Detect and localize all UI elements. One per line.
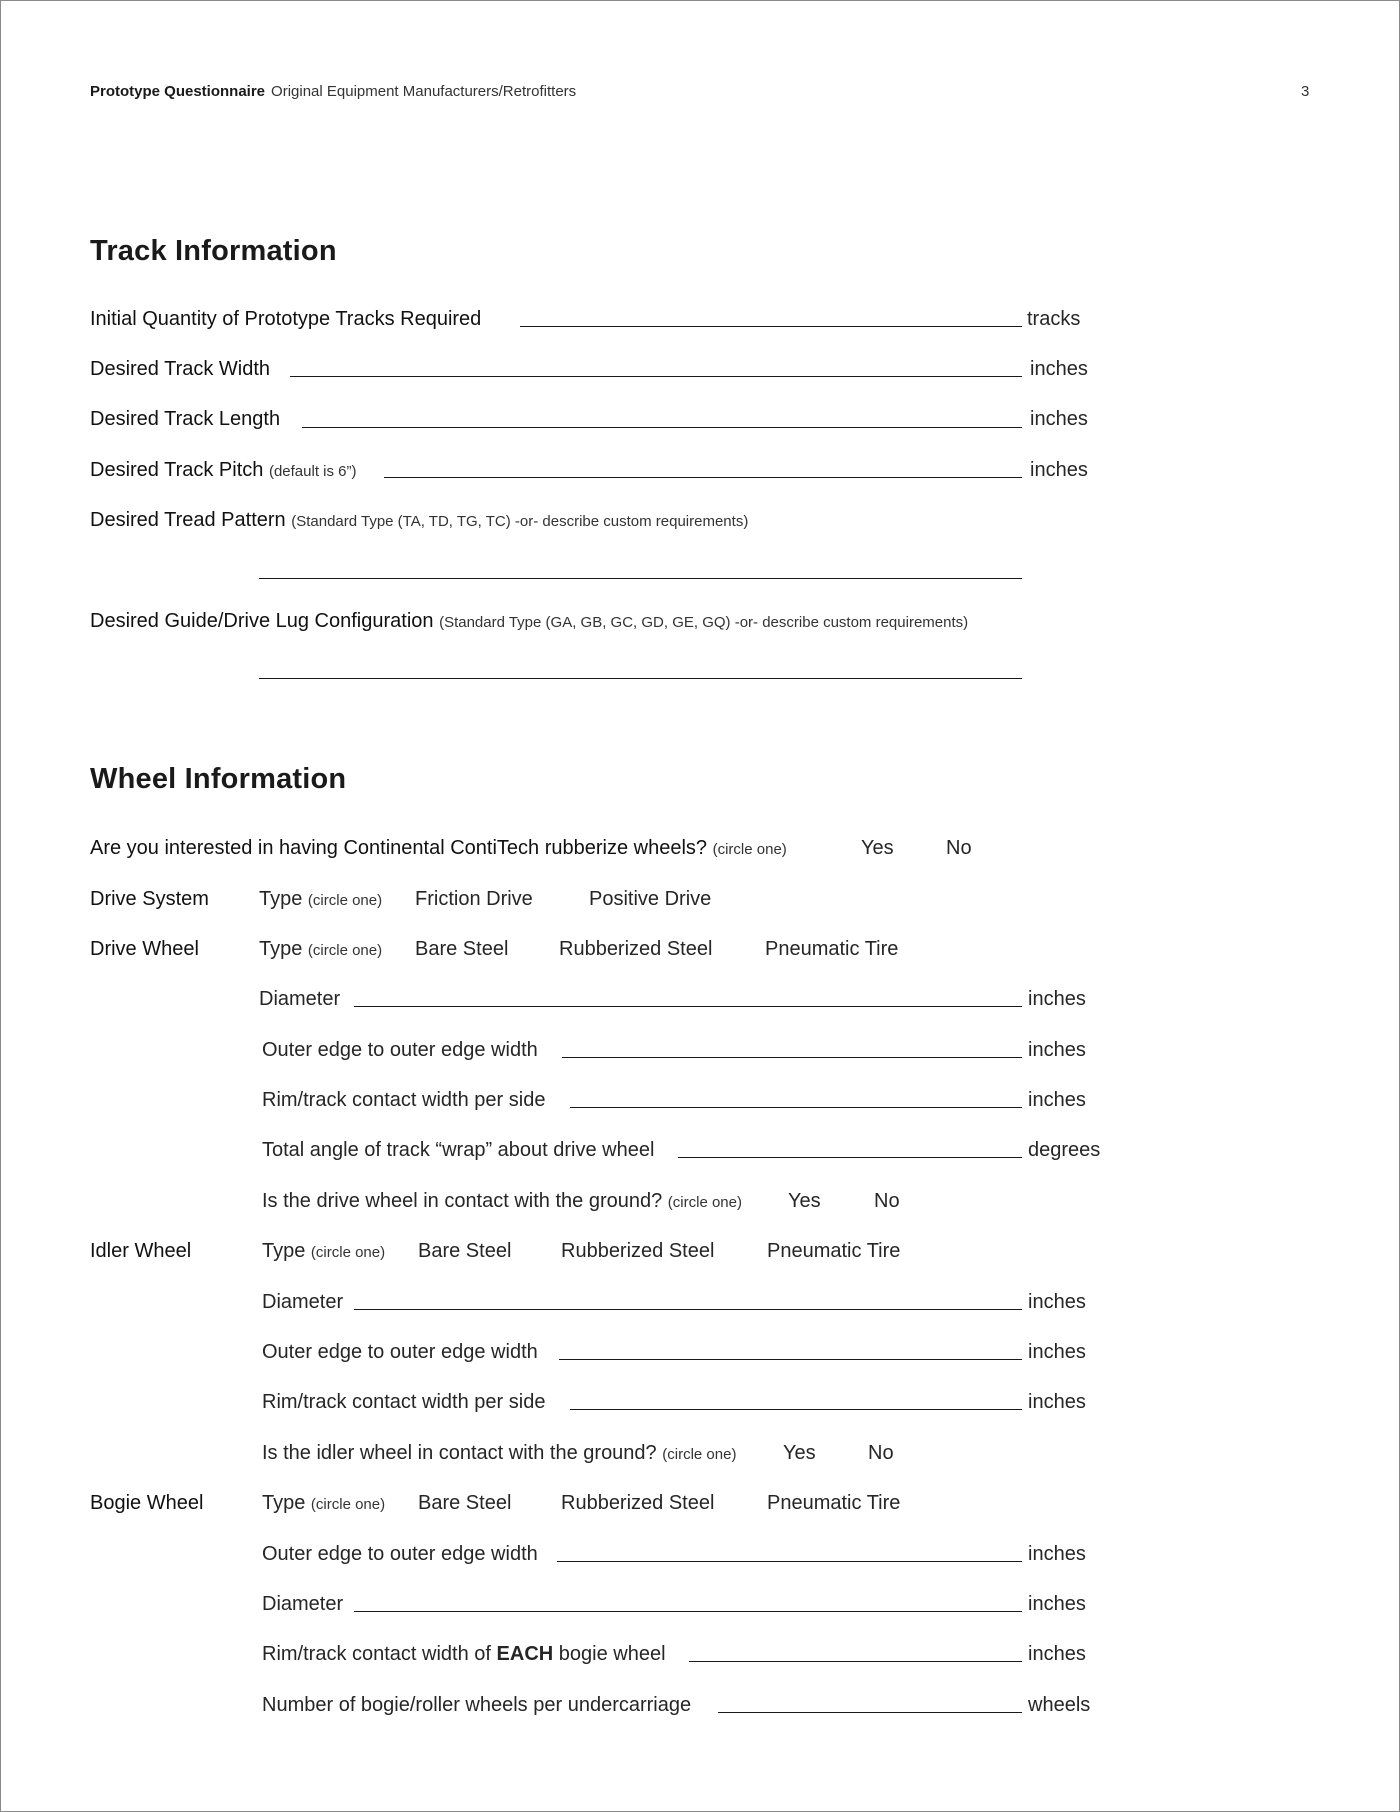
idler-wheel-ground-yes-option[interactable]: Yes (783, 1442, 816, 1464)
lug-config-field[interactable] (259, 678, 1022, 679)
lug-config-note: (Standard Type (GA, GB, GC, GD, GE, GQ) -or- describe custom requirements) (439, 614, 969, 631)
track-width-unit: inches (1030, 358, 1088, 380)
drive-wheel-ground-question-text: Is the drive wheel in contact with the ground? (262, 1190, 663, 1212)
idler-wheel-outer-width-unit: inches (1028, 1341, 1086, 1363)
bogie-wheel-diameter-unit: inches (1028, 1593, 1086, 1615)
track-quantity-label: Initial Quantity of Prototype Tracks Required (90, 308, 482, 330)
drive-wheel-label: Drive Wheel (90, 938, 199, 960)
bogie-wheel-outer-width-field[interactable] (557, 1561, 1022, 1562)
bogie-wheel-diameter-field[interactable] (354, 1611, 1022, 1612)
drive-wheel-outer-width-unit: inches (1028, 1039, 1086, 1061)
idler-wheel-contact-width-field[interactable] (570, 1409, 1022, 1410)
bogie-wheel-contact-width-unit: inches (1028, 1643, 1086, 1665)
drive-wheel-type-label: Type (259, 938, 303, 960)
idler-wheel-option-pneumatic-tire[interactable]: Pneumatic Tire (767, 1240, 901, 1262)
drive-wheel-wrap-angle-label: Total angle of track “wrap” about drive wheel (262, 1139, 655, 1161)
idler-wheel-diameter-label: Diameter (262, 1291, 344, 1313)
drive-wheel-outer-width-label: Outer edge to outer edge width (262, 1039, 538, 1061)
drive-system-option-friction[interactable]: Friction Drive (415, 888, 533, 910)
drive-wheel-contact-width-field[interactable] (570, 1107, 1022, 1108)
bogie-wheel-type-note: (circle one) (310, 1496, 386, 1513)
track-width-field[interactable] (290, 376, 1022, 377)
track-section-title: Track Information (90, 235, 337, 267)
drive-wheel-wrap-angle-field[interactable] (678, 1157, 1022, 1158)
idler-wheel-contact-width-label: Rim/track contact width per side (262, 1391, 546, 1413)
drive-wheel-ground-note: (circle one) (667, 1194, 742, 1211)
idler-wheel-label: Idler Wheel (90, 1240, 192, 1262)
drive-wheel-contact-width-unit: inches (1028, 1089, 1086, 1111)
bogie-wheel-count-field[interactable] (718, 1712, 1022, 1713)
idler-wheel-diameter-unit: inches (1028, 1291, 1086, 1313)
track-pitch-note: (default is 6”) (268, 463, 357, 480)
tread-pattern-note: (Standard Type (TA, TD, TG, TC) -or- describe custom requirements) (291, 513, 749, 530)
track-width-label: Desired Track Width (90, 358, 271, 380)
tread-pattern-label-text: Desired Tread Pattern (90, 509, 286, 531)
drive-system-type-label: Type (259, 888, 303, 910)
track-pitch-field[interactable] (384, 477, 1022, 478)
page-number: 3 (1301, 83, 1310, 100)
tread-pattern-field[interactable] (259, 578, 1022, 579)
track-pitch-unit: inches (1030, 459, 1088, 481)
bogie-contact-label-post: bogie wheel (558, 1643, 666, 1665)
drive-wheel-option-bare-steel[interactable]: Bare Steel (415, 938, 509, 960)
bogie-wheel-count-unit: wheels (1028, 1694, 1091, 1716)
track-length-unit: inches (1030, 408, 1088, 430)
lug-config-label-text: Desired Guide/Drive Lug Configuration (90, 610, 434, 632)
drive-wheel-type-note: (circle one) (307, 942, 383, 959)
page-header (90, 83, 576, 100)
track-quantity-unit: tracks (1027, 308, 1081, 330)
idler-wheel-type (262, 1240, 385, 1263)
track-pitch-label-text: Desired Track Pitch (90, 459, 264, 481)
drive-wheel-diameter-field[interactable] (354, 1006, 1022, 1007)
rubberize-yes-option[interactable]: Yes (861, 837, 894, 859)
bogie-wheel-outer-width-unit: inches (1028, 1543, 1086, 1565)
drive-wheel-ground-yes-option[interactable]: Yes (788, 1190, 821, 1212)
lug-config-label (90, 610, 968, 633)
bogie-wheel-contact-width-field[interactable] (689, 1661, 1022, 1662)
drive-wheel-ground-no-option[interactable]: No (874, 1190, 900, 1212)
bogie-wheel-diameter-label: Diameter (262, 1593, 344, 1615)
bogie-contact-label-pre: Rim/track contact width of (262, 1643, 491, 1665)
rubberize-question (90, 837, 787, 860)
drive-wheel-contact-width-label: Rim/track contact width per side (262, 1089, 546, 1111)
bogie-wheel-type-label: Type (262, 1492, 306, 1514)
idler-wheel-contact-width-unit: inches (1028, 1391, 1086, 1413)
idler-wheel-outer-width-field[interactable] (559, 1359, 1022, 1360)
drive-wheel-outer-width-field[interactable] (562, 1057, 1022, 1058)
bogie-wheel-option-pneumatic-tire[interactable]: Pneumatic Tire (767, 1492, 901, 1514)
drive-wheel-wrap-angle-unit: degrees (1028, 1139, 1101, 1161)
bogie-wheel-label: Bogie Wheel (90, 1492, 204, 1514)
drive-system-option-positive[interactable]: Positive Drive (589, 888, 712, 910)
idler-wheel-ground-note: (circle one) (662, 1446, 737, 1463)
drive-wheel-diameter-unit: inches (1028, 988, 1086, 1010)
track-length-label: Desired Track Length (90, 408, 281, 430)
bogie-wheel-option-rubberized-steel[interactable]: Rubberized Steel (561, 1492, 715, 1514)
bogie-wheel-option-bare-steel[interactable]: Bare Steel (418, 1492, 512, 1514)
idler-wheel-type-label: Type (262, 1240, 306, 1262)
idler-wheel-outer-width-label: Outer edge to outer edge width (262, 1341, 538, 1363)
idler-wheel-type-note: (circle one) (310, 1244, 386, 1261)
document-title: Prototype Questionnaire (90, 83, 266, 100)
track-pitch-label (90, 459, 357, 482)
bogie-wheel-contact-width-label (262, 1643, 666, 1666)
wheel-section-title: Wheel Information (90, 763, 347, 795)
idler-wheel-option-rubberized-steel[interactable]: Rubberized Steel (561, 1240, 715, 1262)
rubberize-note: (circle one) (712, 841, 787, 858)
drive-wheel-diameter-label: Diameter (259, 988, 341, 1010)
rubberize-no-option[interactable]: No (946, 837, 972, 859)
idler-wheel-ground-no-option[interactable]: No (868, 1442, 894, 1464)
drive-wheel-option-pneumatic-tire[interactable]: Pneumatic Tire (765, 938, 899, 960)
bogie-contact-label-emph: EACH (496, 1643, 554, 1665)
drive-wheel-type (259, 938, 382, 961)
drive-wheel-ground-question (262, 1190, 742, 1213)
drive-system-type (259, 888, 382, 911)
idler-wheel-ground-question (262, 1442, 736, 1465)
track-quantity-field[interactable] (520, 326, 1022, 327)
drive-system-label: Drive System (90, 888, 209, 910)
idler-wheel-diameter-field[interactable] (354, 1309, 1022, 1310)
rubberize-question-text: Are you interested in having Continental ContiTech rubberize wheels? (90, 837, 708, 859)
drive-system-type-note: (circle one) (307, 892, 383, 909)
drive-wheel-option-rubberized-steel[interactable]: Rubberized Steel (559, 938, 713, 960)
bogie-wheel-outer-width-label: Outer edge to outer edge width (262, 1543, 538, 1565)
idler-wheel-option-bare-steel[interactable]: Bare Steel (418, 1240, 512, 1262)
bogie-wheel-type (262, 1492, 385, 1515)
document-subtitle: Original Equipment Manufacturers/Retrofitters (271, 83, 577, 100)
bogie-wheel-count-label: Number of bogie/roller wheels per undercarriage (262, 1694, 692, 1716)
track-length-field[interactable] (302, 427, 1022, 428)
tread-pattern-label (90, 509, 748, 532)
idler-wheel-ground-question-text: Is the idler wheel in contact with the ground? (262, 1442, 657, 1464)
